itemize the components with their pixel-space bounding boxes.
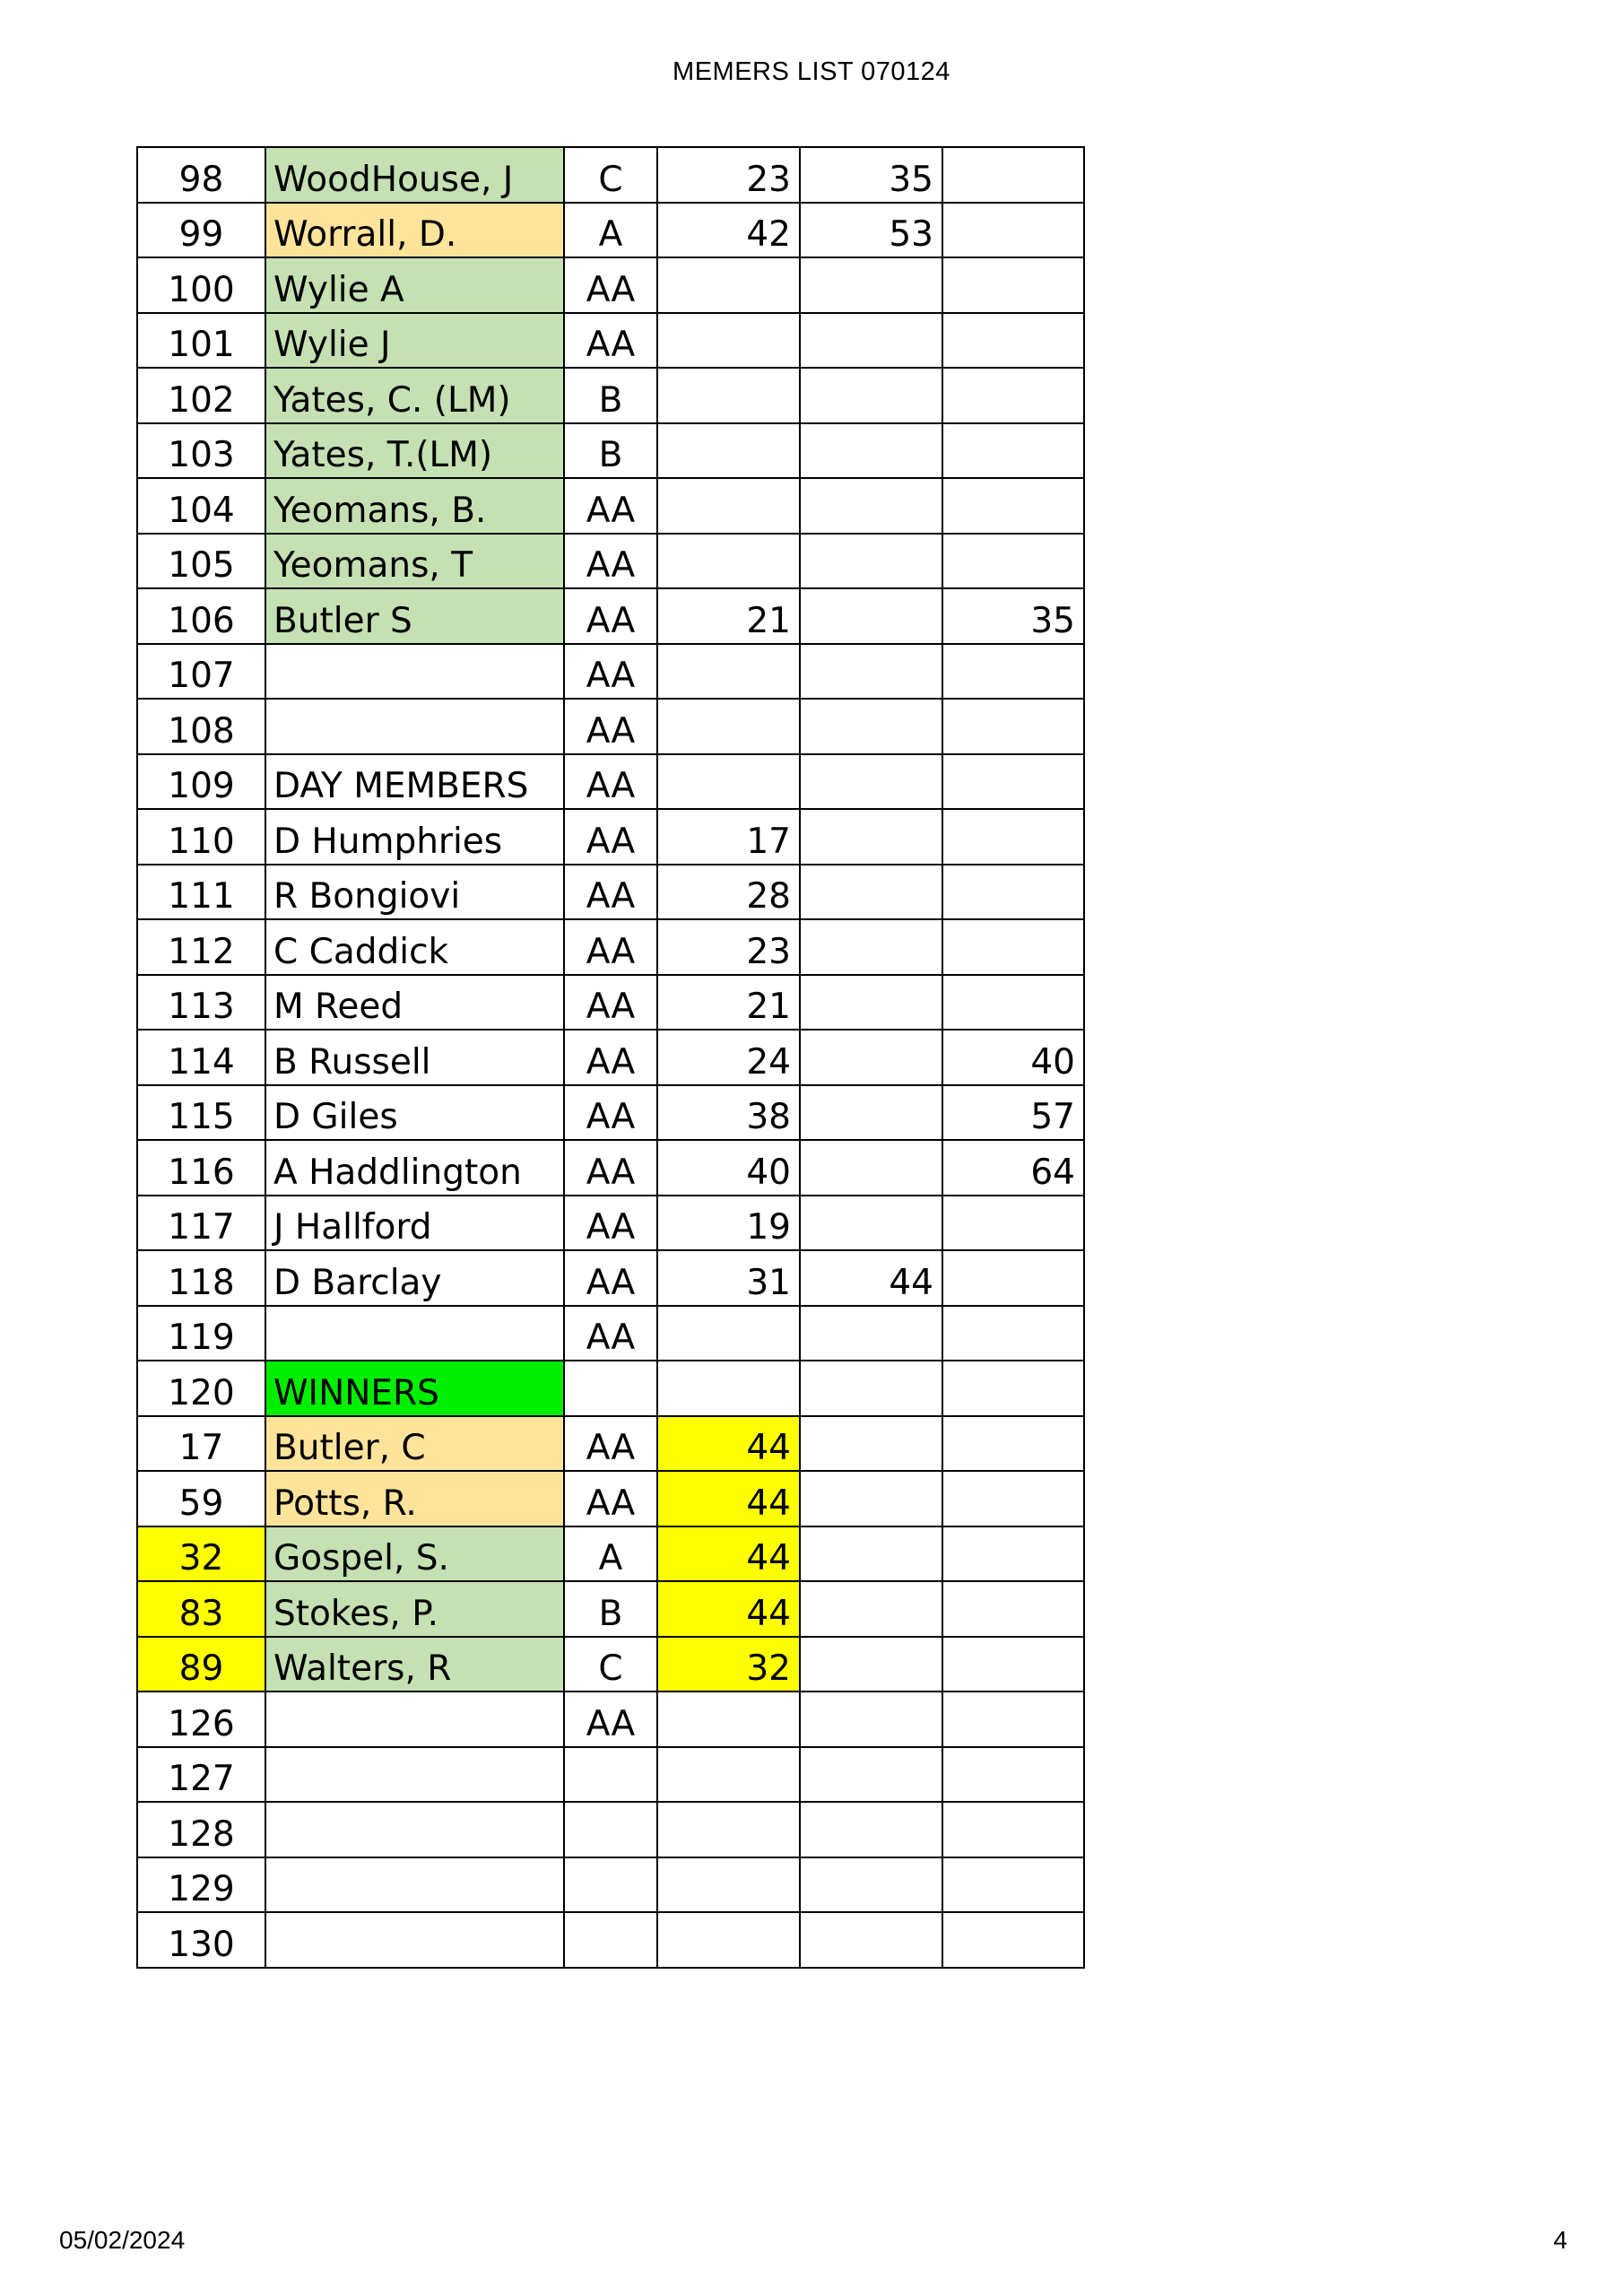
score-3-cell (942, 1637, 1084, 1692)
member-number-cell: 100 (137, 257, 265, 313)
member-number-cell: 89 (137, 1637, 265, 1692)
score-1-cell (657, 1361, 800, 1416)
grade-cell: AA (564, 1030, 657, 1085)
score-2-cell (800, 1361, 942, 1416)
table-row (137, 1526, 1084, 1582)
score-2-cell (800, 1912, 942, 1968)
score-3-cell (942, 368, 1084, 423)
score-3-cell (942, 754, 1084, 810)
member-number-cell: 83 (137, 1581, 265, 1637)
score-1-cell: 21 (657, 975, 800, 1031)
table-row (137, 588, 1084, 644)
member-name-cell: Stokes, P. (265, 1581, 564, 1637)
score-3-cell: 64 (942, 1140, 1084, 1196)
score-2-cell (800, 699, 942, 754)
table-row (137, 1912, 1084, 1968)
member-name-cell (265, 644, 564, 700)
member-number-cell: 130 (137, 1912, 265, 1968)
table-row (137, 147, 1084, 203)
member-number-cell: 32 (137, 1526, 265, 1582)
score-1-cell: 40 (657, 1140, 800, 1196)
score-2-cell (800, 919, 942, 975)
score-2-cell (800, 368, 942, 423)
member-number-cell: 128 (137, 1802, 265, 1857)
score-3-cell (942, 1471, 1084, 1526)
grade-cell: AA (564, 644, 657, 700)
member-name-cell: Walters, R (265, 1637, 564, 1692)
members-table-body (137, 147, 1084, 1968)
member-name-cell: Yates, T.(LM) (265, 423, 564, 479)
score-2-cell (800, 809, 942, 865)
score-1-cell: 32 (657, 1637, 800, 1692)
score-1-cell (657, 534, 800, 589)
page-title: MEMERS LIST 070124 (673, 57, 950, 86)
table-row (137, 1857, 1084, 1913)
member-name-cell (265, 1692, 564, 1747)
member-number-cell: 99 (137, 203, 265, 258)
score-1-cell (657, 1912, 800, 1968)
member-number-cell: 116 (137, 1140, 265, 1196)
score-1-cell (657, 313, 800, 369)
table-row (137, 1030, 1084, 1085)
score-2-cell: 44 (800, 1250, 942, 1306)
member-number-cell: 111 (137, 865, 265, 920)
score-3-cell: 40 (942, 1030, 1084, 1085)
score-2-cell (800, 975, 942, 1031)
score-1-cell (657, 1306, 800, 1361)
table-row (137, 754, 1084, 810)
member-number-cell: 106 (137, 588, 265, 644)
score-2-cell: 35 (800, 147, 942, 203)
member-name-cell: A Haddlington (265, 1140, 564, 1196)
grade-cell: AA (564, 1196, 657, 1251)
grade-cell (564, 1747, 657, 1803)
table-row (137, 534, 1084, 589)
member-name-cell: Wylie J (265, 313, 564, 369)
score-2-cell (800, 1747, 942, 1803)
grade-cell: AA (564, 313, 657, 369)
grade-cell: A (564, 1526, 657, 1582)
score-1-cell (657, 368, 800, 423)
score-3-cell (942, 865, 1084, 920)
member-name-cell: Butler S (265, 588, 564, 644)
score-1-cell (657, 478, 800, 534)
member-number-cell: 119 (137, 1306, 265, 1361)
grade-cell: AA (564, 919, 657, 975)
score-2-cell: 53 (800, 203, 942, 258)
member-name-cell (265, 699, 564, 754)
member-number-cell: 101 (137, 313, 265, 369)
table-row (137, 1692, 1084, 1747)
score-2-cell (800, 313, 942, 369)
member-number-cell: 114 (137, 1030, 265, 1085)
table-row (137, 1361, 1084, 1416)
score-3-cell (942, 1857, 1084, 1913)
grade-cell: AA (564, 1416, 657, 1472)
score-3-cell (942, 1361, 1084, 1416)
table-row (137, 1637, 1084, 1692)
member-name-cell: D Giles (265, 1085, 564, 1141)
table-row (137, 1140, 1084, 1196)
grade-cell: AA (564, 534, 657, 589)
grade-cell: AA (564, 1085, 657, 1141)
member-number-cell: 112 (137, 919, 265, 975)
members-table (136, 146, 1085, 1969)
score-1-cell: 24 (657, 1030, 800, 1085)
score-3-cell: 57 (942, 1085, 1084, 1141)
member-number-cell: 109 (137, 754, 265, 810)
score-3-cell (942, 1526, 1084, 1582)
score-3-cell (942, 1692, 1084, 1747)
table-row (137, 368, 1084, 423)
table-row (137, 423, 1084, 479)
score-1-cell (657, 257, 800, 313)
member-name-cell: D Humphries (265, 809, 564, 865)
member-name-cell: Yeomans, B. (265, 478, 564, 534)
score-2-cell (800, 1085, 942, 1141)
score-2-cell (800, 865, 942, 920)
grade-cell: AA (564, 809, 657, 865)
score-1-cell: 42 (657, 203, 800, 258)
score-2-cell (800, 1857, 942, 1913)
score-3-cell (942, 809, 1084, 865)
score-1-cell (657, 1747, 800, 1803)
member-name-cell: R Bongiovi (265, 865, 564, 920)
score-3-cell (942, 975, 1084, 1031)
score-3-cell (942, 919, 1084, 975)
table-row (137, 1196, 1084, 1251)
table-row (137, 478, 1084, 534)
table-row (137, 1250, 1084, 1306)
score-3-cell (942, 478, 1084, 534)
member-number-cell: 120 (137, 1361, 265, 1416)
score-2-cell (800, 423, 942, 479)
score-1-cell: 17 (657, 809, 800, 865)
member-name-cell: Yates, C. (LM) (265, 368, 564, 423)
table-row (137, 1747, 1084, 1803)
score-3-cell (942, 1306, 1084, 1361)
footer-page-number: 4 (1553, 2226, 1567, 2254)
score-1-cell: 44 (657, 1471, 800, 1526)
score-3-cell (942, 1250, 1084, 1306)
score-1-cell: 19 (657, 1196, 800, 1251)
member-name-cell: J Hallford (265, 1196, 564, 1251)
score-1-cell: 28 (657, 865, 800, 920)
member-number-cell: 103 (137, 423, 265, 479)
score-2-cell (800, 1196, 942, 1251)
grade-cell: B (564, 368, 657, 423)
member-number-cell: 17 (137, 1416, 265, 1472)
score-3-cell (942, 203, 1084, 258)
score-1-cell (657, 1802, 800, 1857)
member-name-cell: WINNERS (265, 1361, 564, 1416)
score-1-cell: 21 (657, 588, 800, 644)
member-name-cell: B Russell (265, 1030, 564, 1085)
member-number-cell: 104 (137, 478, 265, 534)
score-1-cell: 23 (657, 919, 800, 975)
table-row (137, 203, 1084, 258)
member-name-cell: Wylie A (265, 257, 564, 313)
grade-cell: AA (564, 1471, 657, 1526)
member-name-cell: D Barclay (265, 1250, 564, 1306)
member-name-cell: M Reed (265, 975, 564, 1031)
score-3-cell (942, 1196, 1084, 1251)
score-1-cell: 38 (657, 1085, 800, 1141)
score-3-cell (942, 644, 1084, 700)
member-number-cell: 113 (137, 975, 265, 1031)
grade-cell (564, 1361, 657, 1416)
member-number-cell: 110 (137, 809, 265, 865)
member-number-cell: 102 (137, 368, 265, 423)
member-number-cell: 108 (137, 699, 265, 754)
grade-cell: AA (564, 699, 657, 754)
member-number-cell: 129 (137, 1857, 265, 1913)
score-3-cell (942, 1581, 1084, 1637)
grade-cell (564, 1912, 657, 1968)
member-name-cell: DAY MEMBERS (265, 754, 564, 810)
table-row (137, 1085, 1084, 1141)
grade-cell: AA (564, 975, 657, 1031)
score-1-cell: 44 (657, 1416, 800, 1472)
score-1-cell (657, 1692, 800, 1747)
table-row (137, 1581, 1084, 1637)
table-row (137, 1802, 1084, 1857)
member-name-cell: Yeomans, T (265, 534, 564, 589)
member-name-cell (265, 1802, 564, 1857)
score-2-cell (800, 1526, 942, 1582)
table-row (137, 919, 1084, 975)
member-number-cell: 59 (137, 1471, 265, 1526)
score-2-cell (800, 644, 942, 700)
grade-cell: B (564, 1581, 657, 1637)
score-2-cell (800, 1030, 942, 1085)
grade-cell: AA (564, 865, 657, 920)
member-name-cell: C Caddick (265, 919, 564, 975)
score-2-cell (800, 1140, 942, 1196)
footer-date: 05/02/2024 (59, 2226, 186, 2254)
score-2-cell (800, 478, 942, 534)
grade-cell: AA (564, 1250, 657, 1306)
score-3-cell (942, 423, 1084, 479)
grade-cell: B (564, 423, 657, 479)
table-row (137, 699, 1084, 754)
table-row (137, 809, 1084, 865)
score-1-cell: 44 (657, 1526, 800, 1582)
score-3-cell (942, 313, 1084, 369)
grade-cell: C (564, 147, 657, 203)
table-row (137, 975, 1084, 1031)
score-1-cell (657, 423, 800, 479)
score-3-cell (942, 1802, 1084, 1857)
member-name-cell (265, 1912, 564, 1968)
member-number-cell: 118 (137, 1250, 265, 1306)
grade-cell: AA (564, 1140, 657, 1196)
grade-cell (564, 1802, 657, 1857)
member-name-cell (265, 1857, 564, 1913)
grade-cell: AA (564, 257, 657, 313)
grade-cell: C (564, 1637, 657, 1692)
table-row (137, 1306, 1084, 1361)
score-2-cell (800, 534, 942, 589)
score-2-cell (800, 1637, 942, 1692)
score-1-cell: 31 (657, 1250, 800, 1306)
table-row (137, 313, 1084, 369)
member-number-cell: 98 (137, 147, 265, 203)
member-name-cell (265, 1747, 564, 1803)
member-number-cell: 105 (137, 534, 265, 589)
score-2-cell (800, 588, 942, 644)
grade-cell: AA (564, 1692, 657, 1747)
score-1-cell (657, 754, 800, 810)
score-2-cell (800, 1581, 942, 1637)
table-row (137, 865, 1084, 920)
grade-cell: AA (564, 754, 657, 810)
score-2-cell (800, 1692, 942, 1747)
grade-cell: AA (564, 588, 657, 644)
member-number-cell: 115 (137, 1085, 265, 1141)
score-3-cell (942, 1416, 1084, 1472)
score-3-cell (942, 257, 1084, 313)
grade-cell: AA (564, 1306, 657, 1361)
member-name-cell: WoodHouse, J (265, 147, 564, 203)
score-2-cell (800, 754, 942, 810)
score-3-cell (942, 1747, 1084, 1803)
grade-cell: A (564, 203, 657, 258)
member-name-cell: Gospel, S. (265, 1526, 564, 1582)
score-3-cell (942, 699, 1084, 754)
score-2-cell (800, 1416, 942, 1472)
score-2-cell (800, 1306, 942, 1361)
score-3-cell (942, 1912, 1084, 1968)
member-number-cell: 117 (137, 1196, 265, 1251)
member-number-cell: 107 (137, 644, 265, 700)
score-2-cell (800, 257, 942, 313)
table-row (137, 1471, 1084, 1526)
score-1-cell (657, 644, 800, 700)
table-row (137, 257, 1084, 313)
member-name-cell: Worrall, D. (265, 203, 564, 258)
table-row (137, 644, 1084, 700)
member-name-cell (265, 1306, 564, 1361)
grade-cell (564, 1857, 657, 1913)
score-3-cell (942, 534, 1084, 589)
score-2-cell (800, 1471, 942, 1526)
member-name-cell: Butler, C (265, 1416, 564, 1472)
score-3-cell (942, 147, 1084, 203)
score-1-cell (657, 699, 800, 754)
score-3-cell: 35 (942, 588, 1084, 644)
score-1-cell: 44 (657, 1581, 800, 1637)
score-1-cell: 23 (657, 147, 800, 203)
score-2-cell (800, 1802, 942, 1857)
member-number-cell: 127 (137, 1747, 265, 1803)
table-row (137, 1416, 1084, 1472)
member-number-cell: 126 (137, 1692, 265, 1747)
score-1-cell (657, 1857, 800, 1913)
grade-cell: AA (564, 478, 657, 534)
member-name-cell: Potts, R. (265, 1471, 564, 1526)
